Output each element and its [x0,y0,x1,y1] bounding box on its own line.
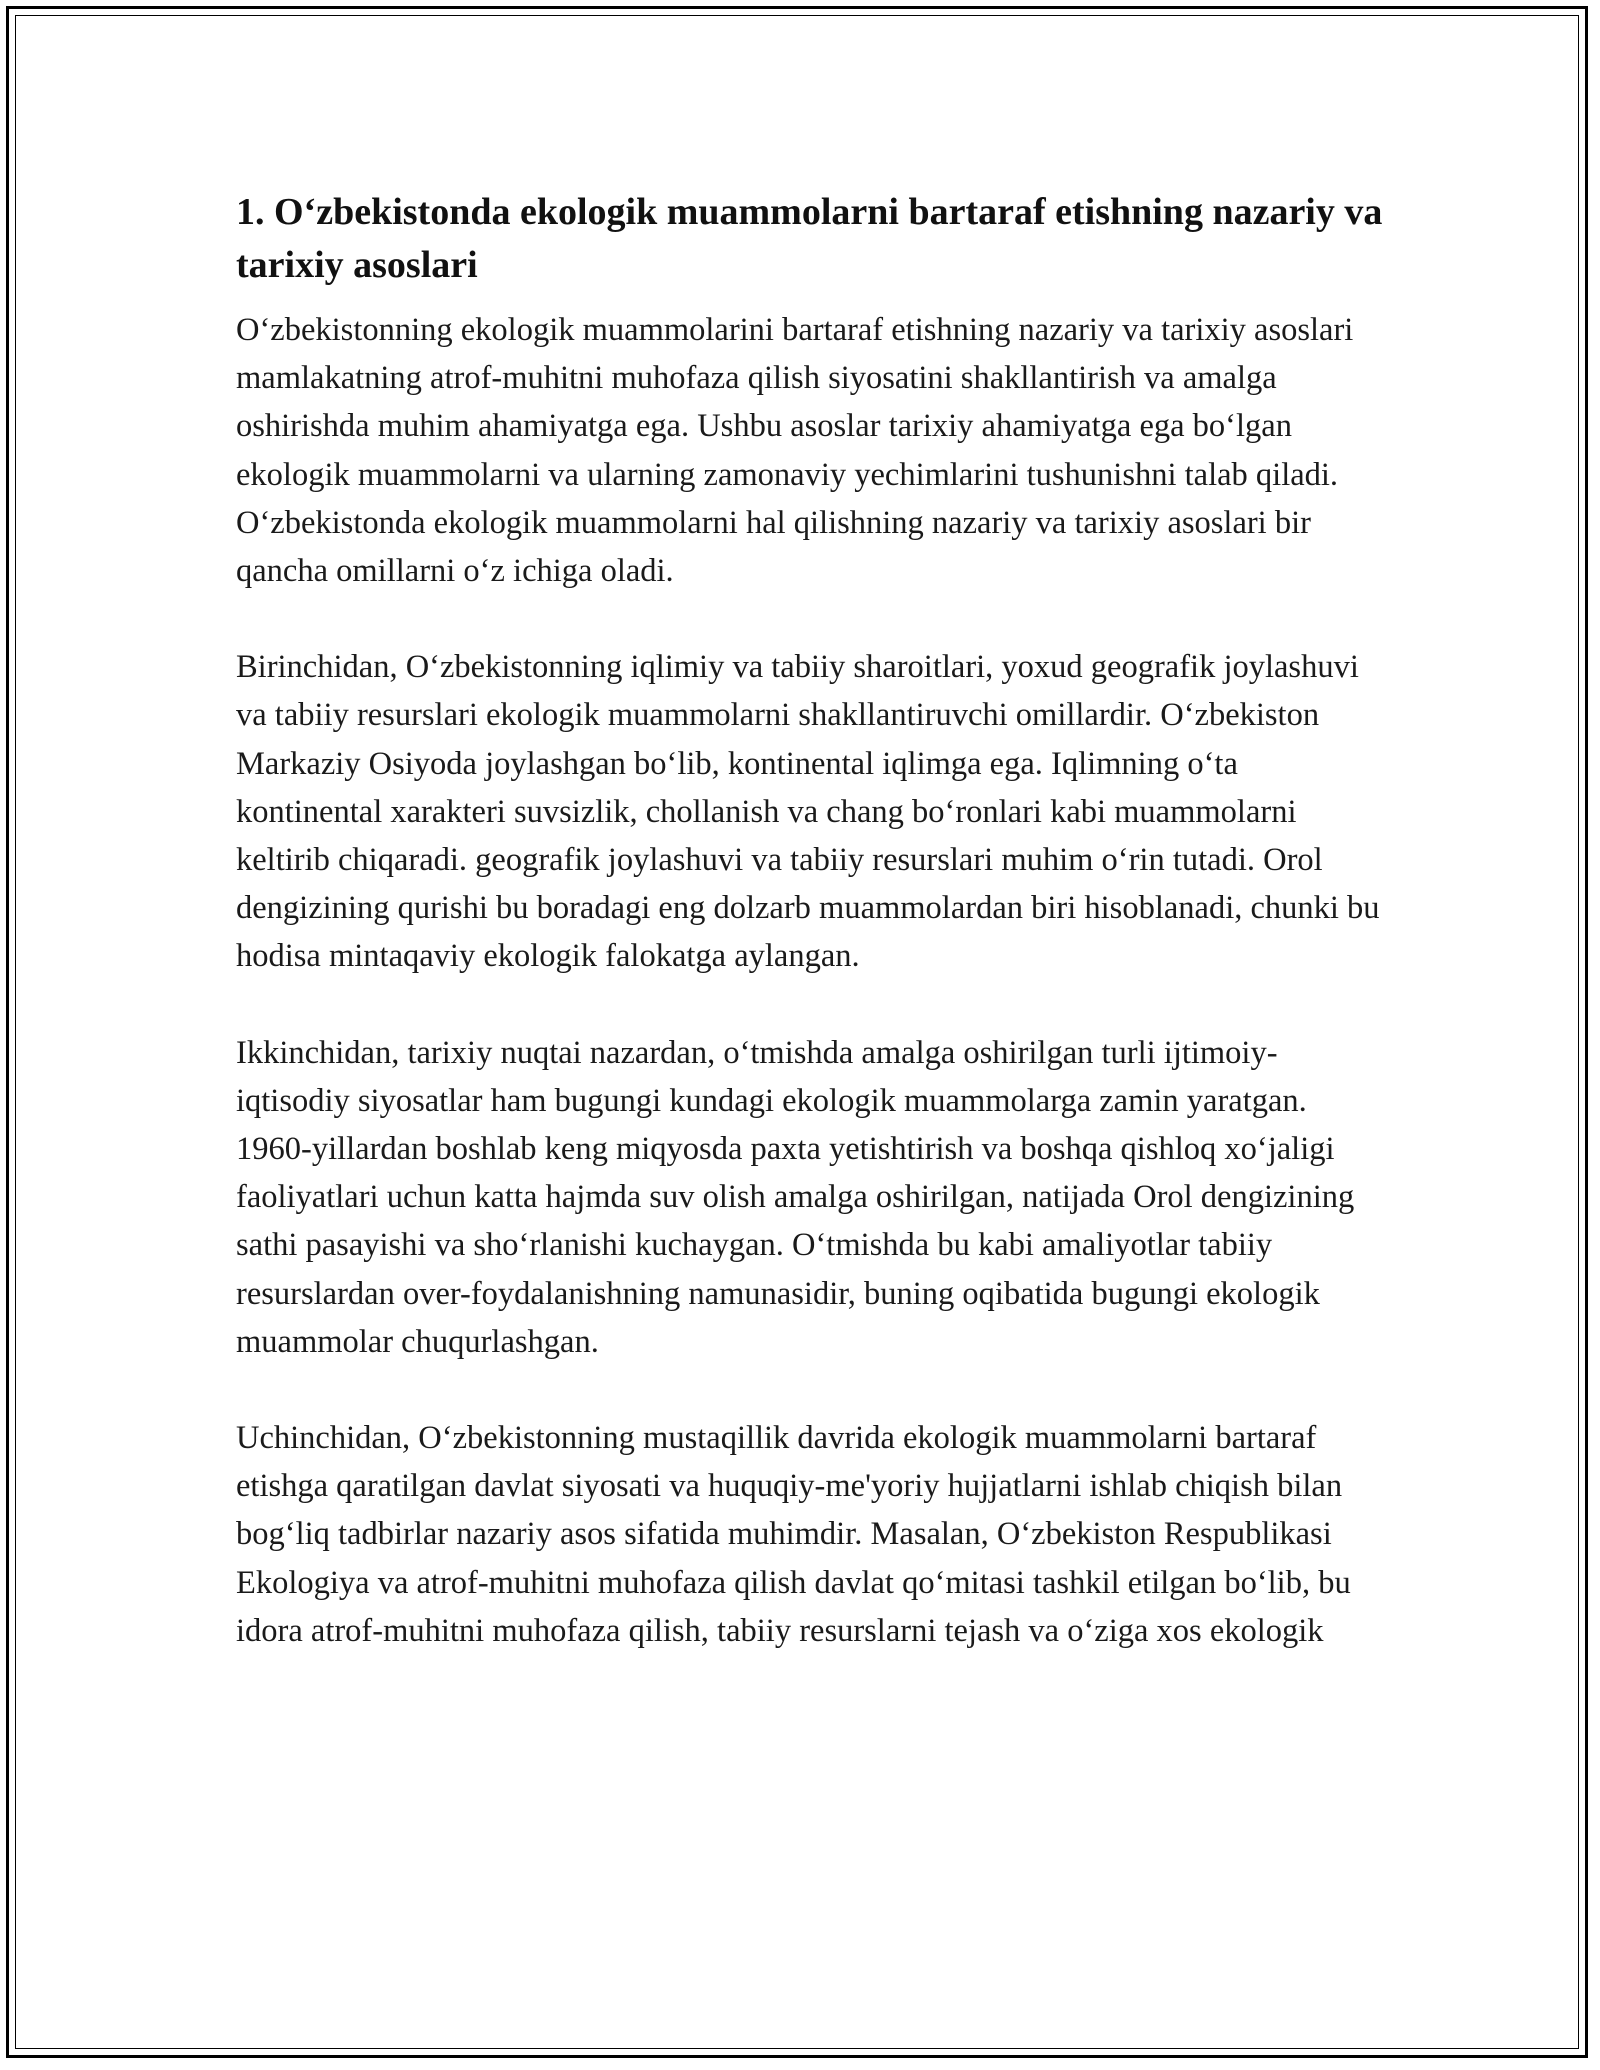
paragraph-intro: O‘zbekistonning ekologik muammolarini bartaraf etishning nazariy va tarixiy asoslari mamlakatning atrof-muhitni muhofaza qilish siyosatini shakllantirish va amalga oshirishda muhim ahamiyatga ega. Ushbu asoslar tarixiy ahamiyatga ega bo‘lgan ekologik muammolarni va ularning zamonaviy yechimlarini tushunishni talab qiladi. O‘zbekistonda ekologik muammolarni hal qilishning nazariy va tarixiy asoslari bir qancha omillarni o‘z ichiga oladi. [236,312,1354,590]
paragraph-first: Birinchidan, O‘zbekistonning iqlimiy va tabiiy sharoitlari, yoxud geografik joylashuvi va tabiiy resurslari ekologik muammolarni shakllantiruvchi omillardir. O‘zbekiston Markaziy Osiyoda joylashgan bo‘lib, kontinental iqlimga ega. Iqlimning o‘ta kontinental xarakteri suvsizlik, chollanish va chang bo‘ronlari kabi muammolarni keltirib chiqaradi. geografik joylashuvi va tabiiy resurslari muhim o‘rin tutadi. Orol dengizining qurishi bu boradagi eng dolzarb muammolardan biri hisoblanadi, chunki bu hodisa mintaqaviy ekologik falokatga aylangan. [236,649,1380,975]
paragraph-second: Ikkinchidan, tarixiy nuqtai nazardan, o‘tmishda amalga oshirilgan turli ijtimoiy-iqtisodiy siyosatlar ham bugungi kundagi ekologik muammolarga zamin yaratgan. 1960-yillardan boshlab keng miqyosda paxta yetishtirish va boshqa qishloq xo‘jaligi faoliyatlari uchun katta hajmda suv olish amalga oshirilgan, natijada Orol dengizining sathi pasayishi va sho‘rlanishi kuchaygan. O‘tmishda bu kabi amaliyotlar tabiiy resurslardan over-foydalanishning namunasidir, buning oqibatida bugungi ekologik muammolar chuqurlashgan. [236,1034,1355,1360]
paragraph-third: Uchinchidan, O‘zbekistonning mustaqillik davrida ekologik muammolarni bartaraf etishga qaratilgan davlat siyosati va huquqiy-me'yoriy hujjatlarni ishlab chiqish bilan bog‘liq tadbirlar nazariy asos sifatida muhimdir. Masalan, O‘zbekiston Respublikasi Ekologiya va atrof-muhitni muhofaza qilish davlat qo‘mitasi tashkil etilgan bo‘lib, bu idora atrof-muhitni muhofaza qilish, tabiiy resurslarni tejash va o‘ziga xos ekologik [236,1420,1351,1649]
section-heading: 1. O‘zbekistonda ekologik muammolarni bartaraf etishning nazariy va tarixiy asoslari [236,191,1383,286]
document-body [236,186,1386,1703]
